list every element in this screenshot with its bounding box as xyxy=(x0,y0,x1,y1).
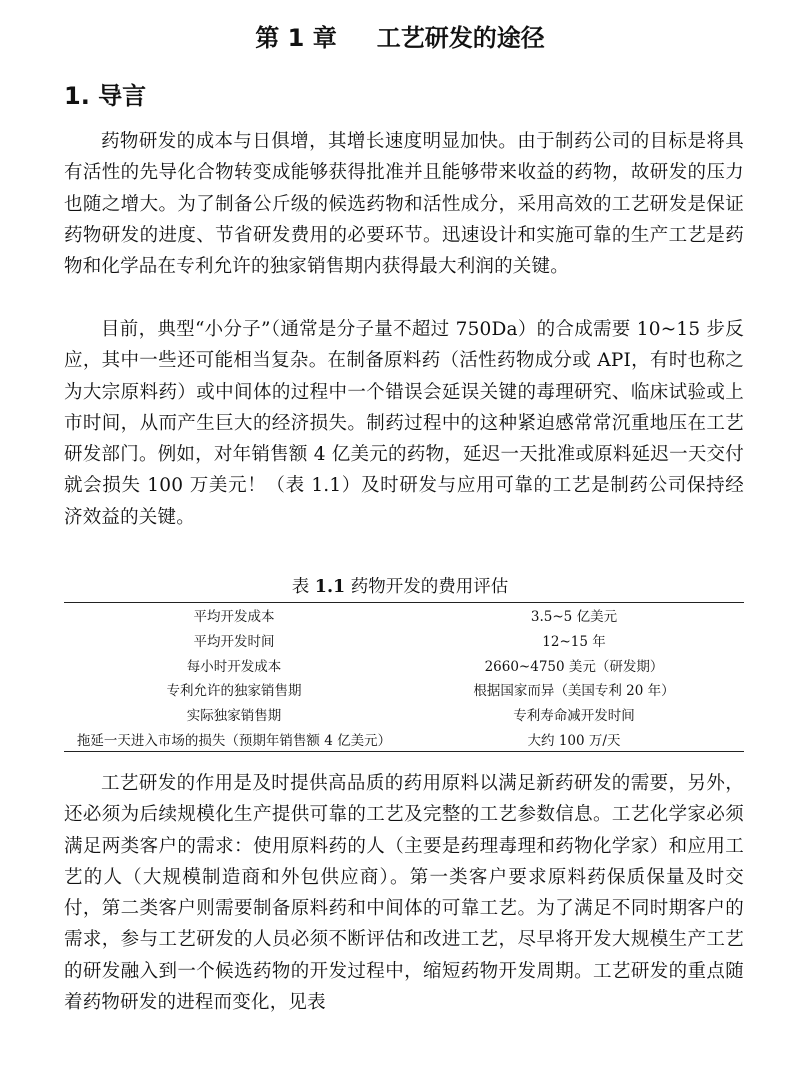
table-row xyxy=(64,652,744,677)
table-cell-value: 12~15 年 xyxy=(542,634,606,651)
table-caption xyxy=(0,574,800,600)
table-cell-value: 大约 100 万/天 xyxy=(527,732,621,749)
table-cell-item: 平均开发时间 xyxy=(193,634,275,651)
table-row xyxy=(64,677,744,702)
table-row xyxy=(64,702,744,727)
table-cell-item: 专利允许的独家销售期 xyxy=(166,683,302,700)
table-caption-number: 1.1 xyxy=(314,577,346,597)
paragraph-process-role: 工艺研发的作用是及时提供高品质的药用原料以满足新药研发的需要，另外，还必须为后续规模化生产提供可靠的工艺及完整的工艺参数信息。工艺化学家必须满足两类客户的需求：使用原料药的人（主要是药理毒理和药物化学家）和应用工艺的人（大规模制造商和外包供应商）。第一类客户要求原料药保质保量及时交付，第二类客户则需要制备原料药和中间体的可靠工艺。为了满足不同时期客户的需求，参与工艺研发的人员必须不断评估和改进工艺，尽早将开发大规模生产工艺的研发融入到一个候选药物的开发过程中，缩短药物开发周期。工艺研发的重点随着药物研发的进程而变化，见表 xyxy=(64,773,744,1014)
chapter-number: 第 1 章 xyxy=(255,24,337,52)
chapter-title xyxy=(0,22,800,54)
paragraph-small-molecule: 目前，典型“小分子”（通常是分子量不超过 750Da）的合成需要 10~15 步反应，其中一些还可能相当复杂。在制备原料药（活性药物成分或 API，有时也称之为大宗原料药）或中间体的过程中一个错误会延误关键的毒理研究、临床试验或上市时间，从而产生巨大的经济损失。制药过程中的这种紧迫感常常沉重地压在工艺研发部门。例如，对年销售额 4 亿美元的药物，延迟一天批准或原料延迟一天交付就会损失 100 万美元！（表 1.1）及时研发与应用可靠的工艺是制药公司保持经济效益的关键。 xyxy=(64,319,744,528)
chapter-name: 工艺研发的途径 xyxy=(376,24,545,52)
table-cell-item: 拖延一天进入市场的损失（预期年销售额 4 亿美元） xyxy=(76,732,392,749)
table-row xyxy=(64,726,744,751)
table-row xyxy=(64,628,744,653)
table-cell-value: 专利寿命减开发时间 xyxy=(513,708,635,725)
table-row xyxy=(64,603,744,628)
table-caption-prefix: 表 xyxy=(291,577,310,597)
table-cell-item: 实际独家销售期 xyxy=(186,708,282,725)
table-cell-value: 根据国家而异（美国专利 20 年） xyxy=(473,683,675,700)
cost-estimate-table xyxy=(64,602,744,752)
table-cell-item: 平均开发成本 xyxy=(193,609,275,626)
table-cell-value: 2660~4750 美元（研发期） xyxy=(484,658,664,675)
paragraph-intro: 药物研发的成本与日俱增，其增长速度明显加快。由于制药公司的目标是将具有活性的先导化合物转变成能够获得批准并且能够带来收益的药物，故研发的压力也随之增大。为了制备公斤级的候选药物和活性成分，采用高效的工艺研发是保证药物研发的进度、节省研发费用的必要环节。迅速设计和实施可靠的生产工艺是药物和化学品在专利允许的独家销售期内获得最大利润的关键。 xyxy=(64,131,744,278)
section-title: 1. 导言 xyxy=(64,82,147,110)
table-caption-title: 药物开发的费用评估 xyxy=(350,577,509,597)
table-cell-item: 每小时开发成本 xyxy=(186,658,282,675)
table-cell-value: 3.5~5 亿美元 xyxy=(530,609,618,626)
